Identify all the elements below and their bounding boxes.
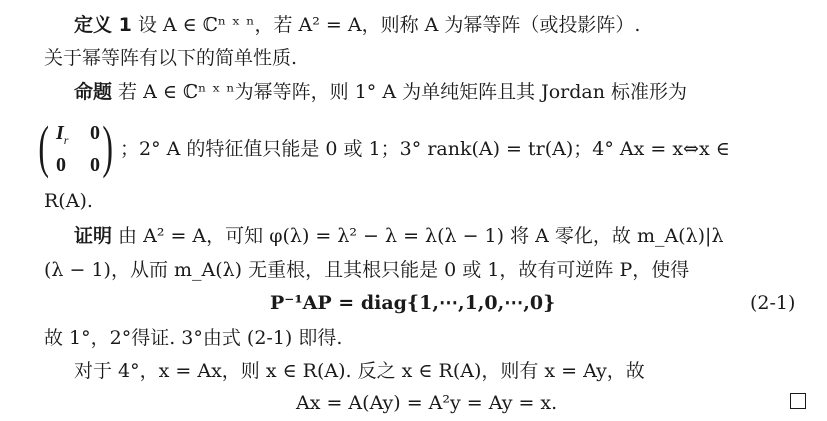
final-equation: Ax = A(Ay) = A²y = Ay = x.: [296, 392, 558, 414]
matrix-cell-12: 0: [90, 122, 100, 144]
definition-text: 设 A ∈ ℂⁿ ˣ ⁿ，若 A² = A，则称 A 为幂等阵（或投影阵）.: [131, 14, 641, 36]
equation-2-1: P⁻¹AP = diag{1,⋯,1,0,⋯,0}: [270, 292, 556, 314]
proposition-line-3: R(A).: [44, 190, 93, 212]
right-paren: ): [102, 114, 113, 179]
proof-line-3: 故 1°，2°得证. 3°由式 (2-1) 即得.: [44, 327, 343, 349]
matrix-cell-22: 0: [90, 154, 100, 176]
matrix-identity: I: [56, 122, 64, 144]
equation-number: (2-1): [750, 292, 796, 314]
proposition-label: 命题: [74, 81, 113, 103]
proof-line-1: [74, 224, 724, 248]
intro-line: 关于幂等阵有以下的简单性质.: [44, 47, 298, 69]
matrix-subscript: r: [63, 133, 69, 147]
left-paren: (: [38, 114, 49, 179]
matrix-cell-21: 0: [56, 154, 66, 176]
proof-line-4: 对于 4°，x = Ax，则 x ∈ R(A). 反之 x ∈ R(A)，则有 x = Ay，故: [74, 360, 645, 382]
proof-text-1: 由 A² = A，可知 φ(λ) = λ² − λ = λ(λ − 1) 将 A 零化，故 m_A(λ)|λ: [112, 225, 724, 247]
proposition-text-1: 若 A ∈ ℂⁿ ˣ ⁿ为幂等阵，则 1° A 为单纯矩阵且其 Jordan 标准形为: [112, 81, 688, 103]
jordan-block-matrix: [38, 114, 118, 180]
definition-label: 定义 1: [74, 14, 132, 36]
definition-line: [74, 13, 640, 37]
proof-line-2: (λ − 1)，从而 m_A(λ) 无重根，且其根只能是 0 或 1，故有可逆阵 P，使得: [44, 259, 690, 281]
proposition-line-2: ；2° A 的特征值只能是 0 或 1；3° rank(A) = tr(A)；4° Ax = x⇔x ∈: [120, 138, 730, 160]
proposition-line-1: [74, 80, 687, 104]
proof-label: 证明: [74, 225, 113, 247]
qed-box-icon: [790, 393, 806, 409]
